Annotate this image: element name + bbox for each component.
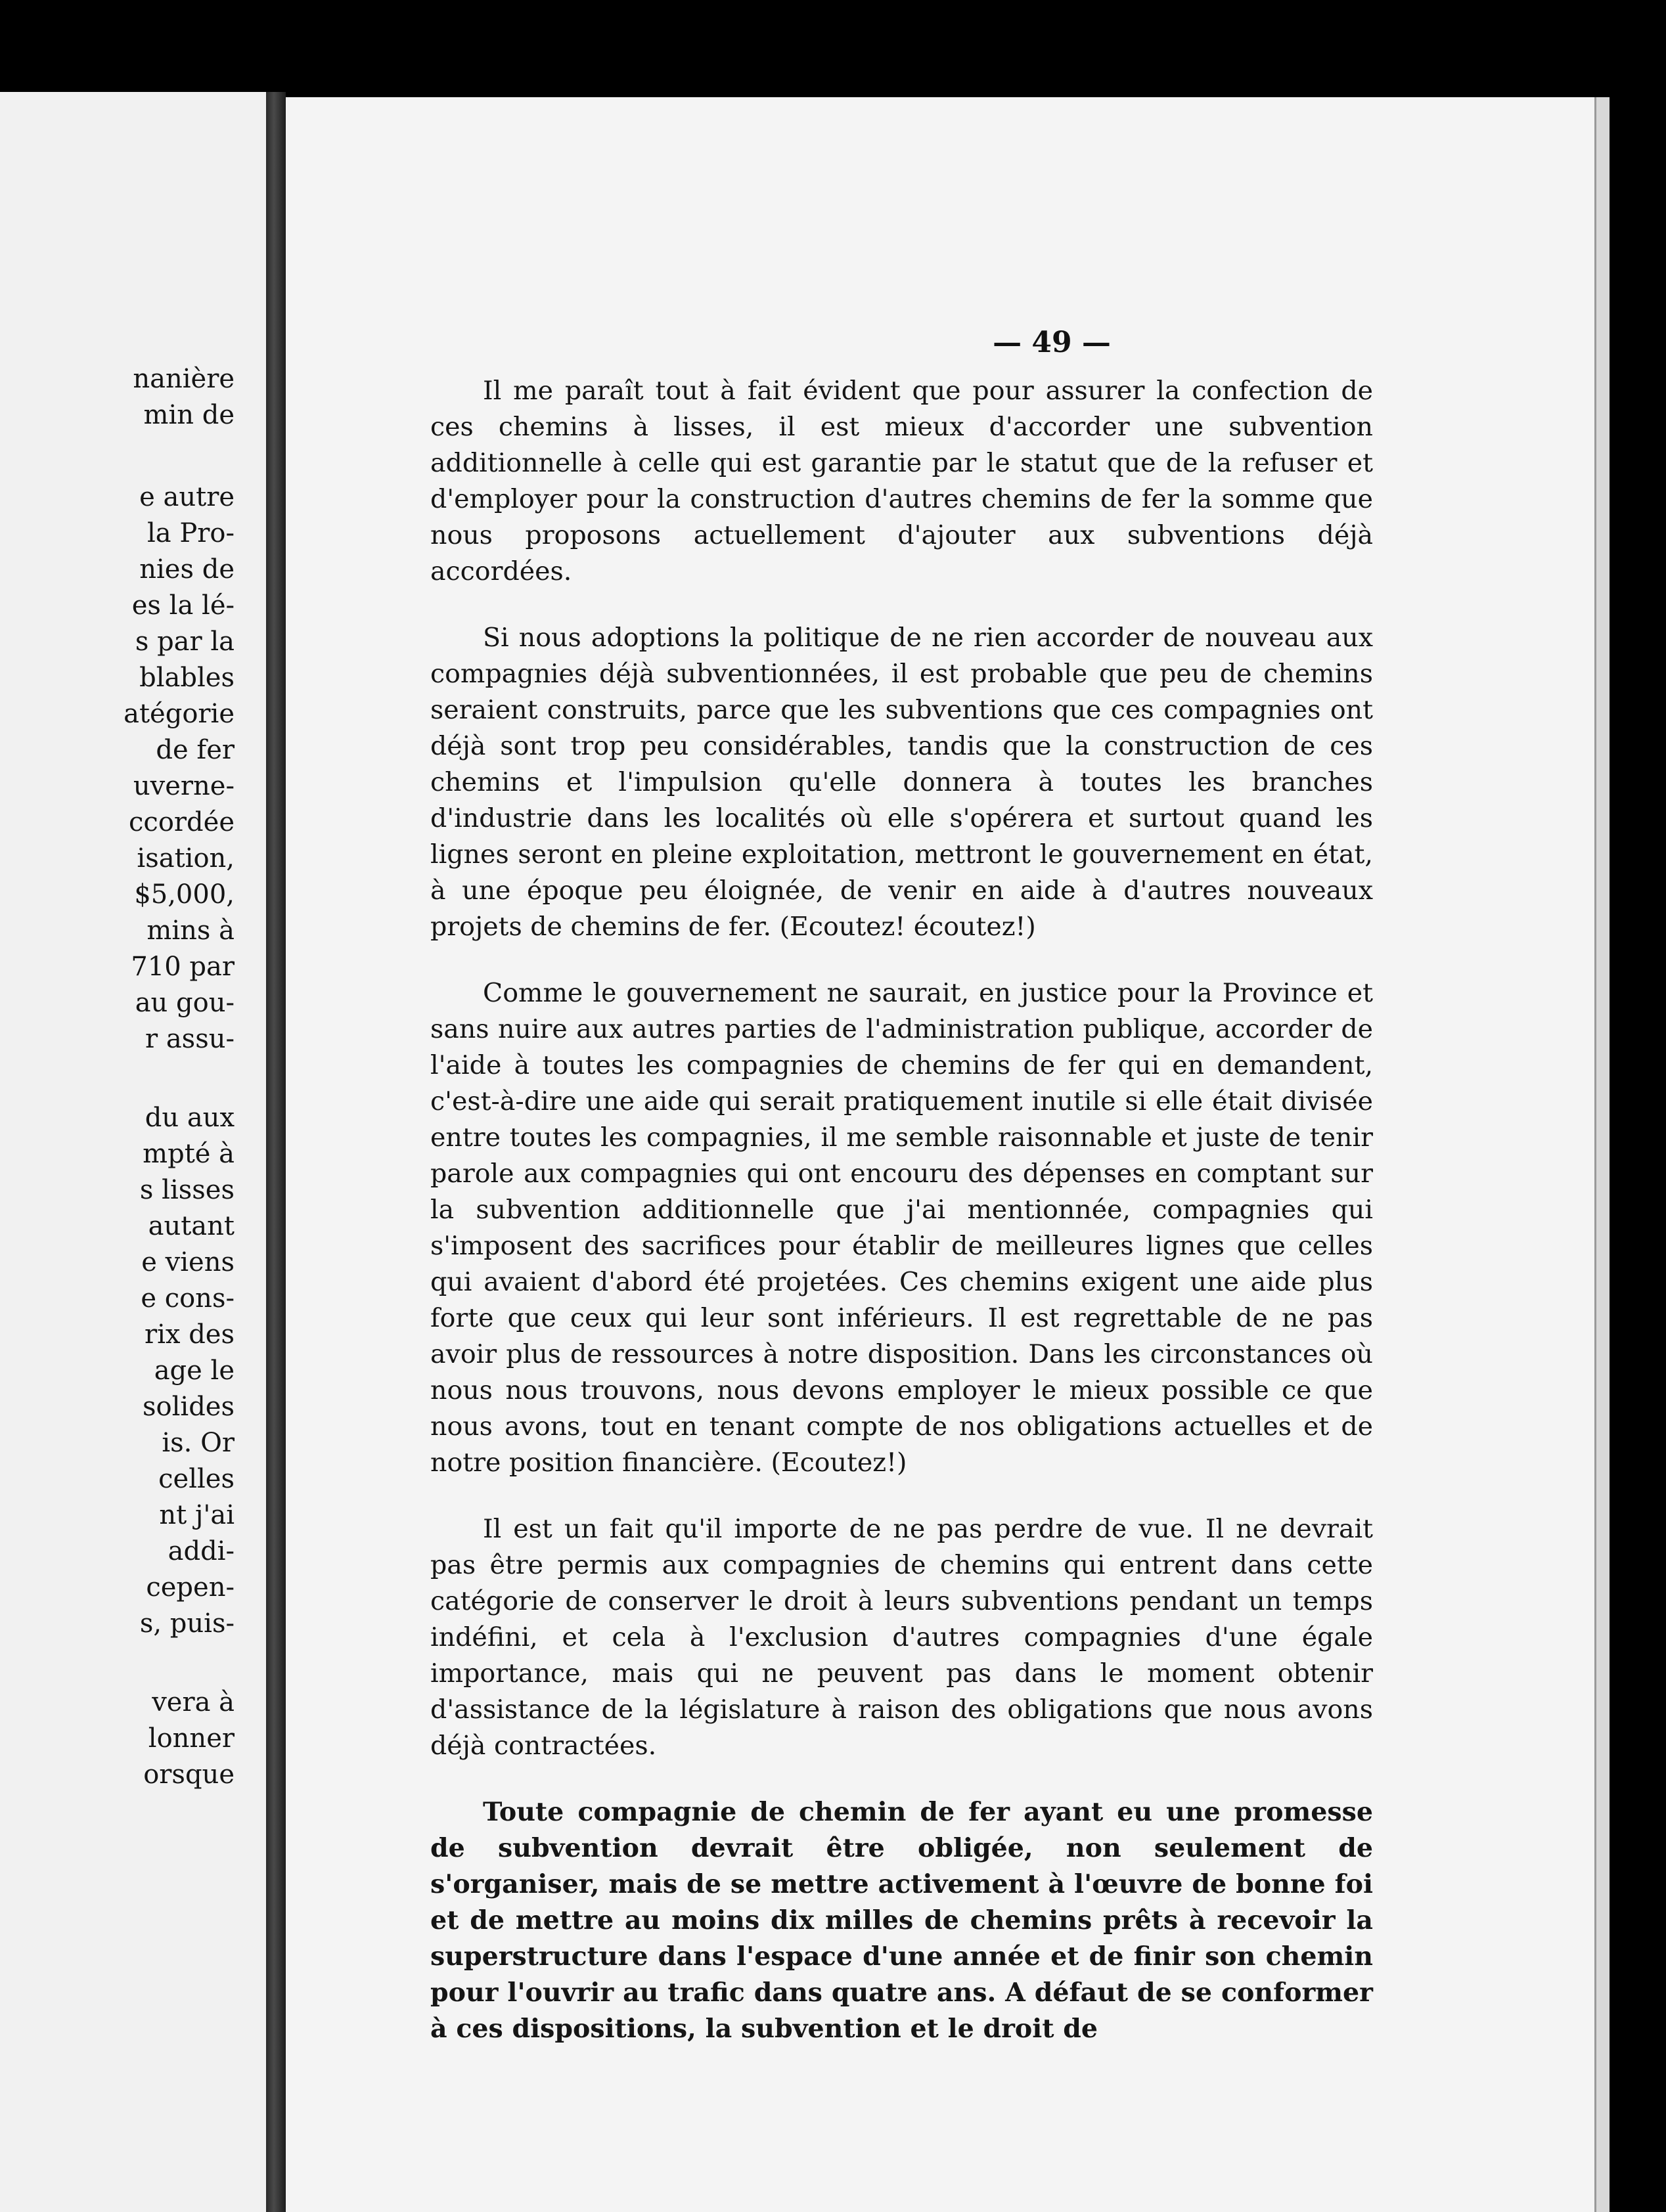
left-line: de fer — [156, 735, 235, 765]
left-line: nanière — [133, 364, 235, 394]
right-page — [286, 97, 1594, 2212]
left-line: ccordée — [129, 807, 235, 837]
left-line: solides — [143, 1392, 235, 1422]
left-line: uverne- — [133, 771, 235, 801]
left-line: 710 par — [131, 952, 235, 982]
left-line: s, puis- — [139, 1608, 235, 1639]
left-line: autant — [148, 1211, 235, 1241]
left-line: addi- — [168, 1536, 235, 1566]
left-line: celles — [158, 1464, 235, 1494]
left-facing-page — [0, 92, 269, 2212]
paragraph: Il est un fait qu'il importe de ne pas perdre de vue. Il ne devrait pas être permis aux compagnies de chemins qui entrent dans cette catégorie de conserver le droit à leurs subventions pendant un temps indéfini, et cela à l'exclusion d'autres compagnies d'une égale importance, mais qui ne peuvent pas dans le moment obtenir d'assistance de la législature à raison des obligations que nous avons déjà contractées. — [430, 1514, 1373, 1761]
page-number: — 49 — — [993, 326, 1111, 359]
left-line: blables — [139, 663, 235, 693]
left-line: vera à — [152, 1687, 235, 1717]
paragraph: Comme le gouvernement ne saurait, en justice pour la Province et sans nuire aux autres parties de l'administration publique, accorder de l'aide à toutes les compagnies de chemins de fer qui en demandent, c'est-à-dire une aide qui serait pratiquement inutile si elle était divisée entre toutes les compagnies, il me semble raisonnable et juste de tenir parole aux compagnies qui ont encouru des dépenses en comptant sur la subvention additionnelle que j'ai mentionnée, compagnies qui s'imposent des sacrifices pour établir de meilleures lignes que celles qui avaient d'abord été projetées. Ces chemins exigent une aide plus forte que ceux qui leur sont inférieurs. Il est regrettable de ne pas avoir plus de ressources à notre disposition. Dans les circonstances où nous nous trouvons, nous devons employer le mieux possible ce que nous avons, tout en tenant compte de nos obligations actuelles et de notre position financière. (Ecoutez!) — [430, 978, 1373, 1478]
left-line: rix des — [145, 1319, 235, 1350]
left-line: nies de — [139, 554, 235, 585]
left-line: cepen- — [146, 1572, 235, 1603]
left-line: e autre — [139, 482, 235, 512]
left-line: e cons- — [141, 1283, 235, 1314]
page-body — [430, 373, 1373, 2047]
left-line: es la lé- — [131, 590, 235, 621]
left-line: lonner — [148, 1723, 235, 1754]
left-line: au gou- — [135, 988, 235, 1018]
paragraph: Toute compagnie de chemin de fer ayant eu une promesse de subvention devrait être obligée, non seulement de s'organiser, mais de se mettre activement à l'œuvre de bonne foi et de mettre au moins dix milles de chemins prêts à recevoir la superstructure dans l'espace d'une année et de finir son chemin pour l'ouvrir au trafic dans quatre ans. A défaut de se conformer à ces dispositions, la subvention et le droit de — [430, 1797, 1373, 2044]
page-edge — [1594, 97, 1610, 2212]
left-line: r assu- — [145, 1024, 235, 1054]
left-line: age le — [154, 1356, 235, 1386]
left-line: min de — [143, 400, 235, 430]
paragraph: Si nous adoptions la politique de ne rien accorder de nouveau aux compagnies déjà subventionnées, il est probable que peu de chemins seraient construits, parce que les subventions que ces compagnies ont déjà sont trop peu considérables, tandis que la construction de ces chemins et l'impulsion qu'elle donnera à toutes les branches d'industrie dans les localités où elle s'opérera et surtout quand les lignes seront en pleine exploitation, mettront le gouvernement en état, à une époque peu éloignée, de venir en aide à d'autres nouveaux projets de chemins de fer. (Ecoutez! écoutez!) — [430, 623, 1373, 942]
left-line: mins à — [146, 916, 235, 946]
left-line: isation, — [137, 843, 235, 874]
paragraph: Il me paraît tout à fait évident que pour assurer la confection de ces chemins à lisses, il est mieux d'accorder une subvention additionnelle à celle qui est garantie par le statut que de la refuser et d'employer pour la construction d'autres chemins de fer la somme que nous proposons actuellement d'ajouter aux subventions déjà accordées. — [430, 376, 1373, 586]
book-gutter — [266, 92, 286, 2212]
left-line: du aux — [145, 1103, 235, 1133]
left-line: nt j'ai — [159, 1500, 235, 1530]
left-line: s par la — [135, 627, 235, 657]
left-line: s lisses — [139, 1175, 235, 1205]
left-line: la Pro- — [147, 518, 235, 548]
left-line: is. Or — [162, 1428, 235, 1458]
left-line: atégorie — [124, 699, 235, 729]
left-line: $5,000, — [134, 879, 235, 910]
left-page-text-fragments — [0, 361, 235, 1793]
left-line: e viens — [141, 1247, 235, 1277]
left-line: mpté à — [143, 1139, 235, 1169]
left-line: orsque — [143, 1759, 235, 1790]
